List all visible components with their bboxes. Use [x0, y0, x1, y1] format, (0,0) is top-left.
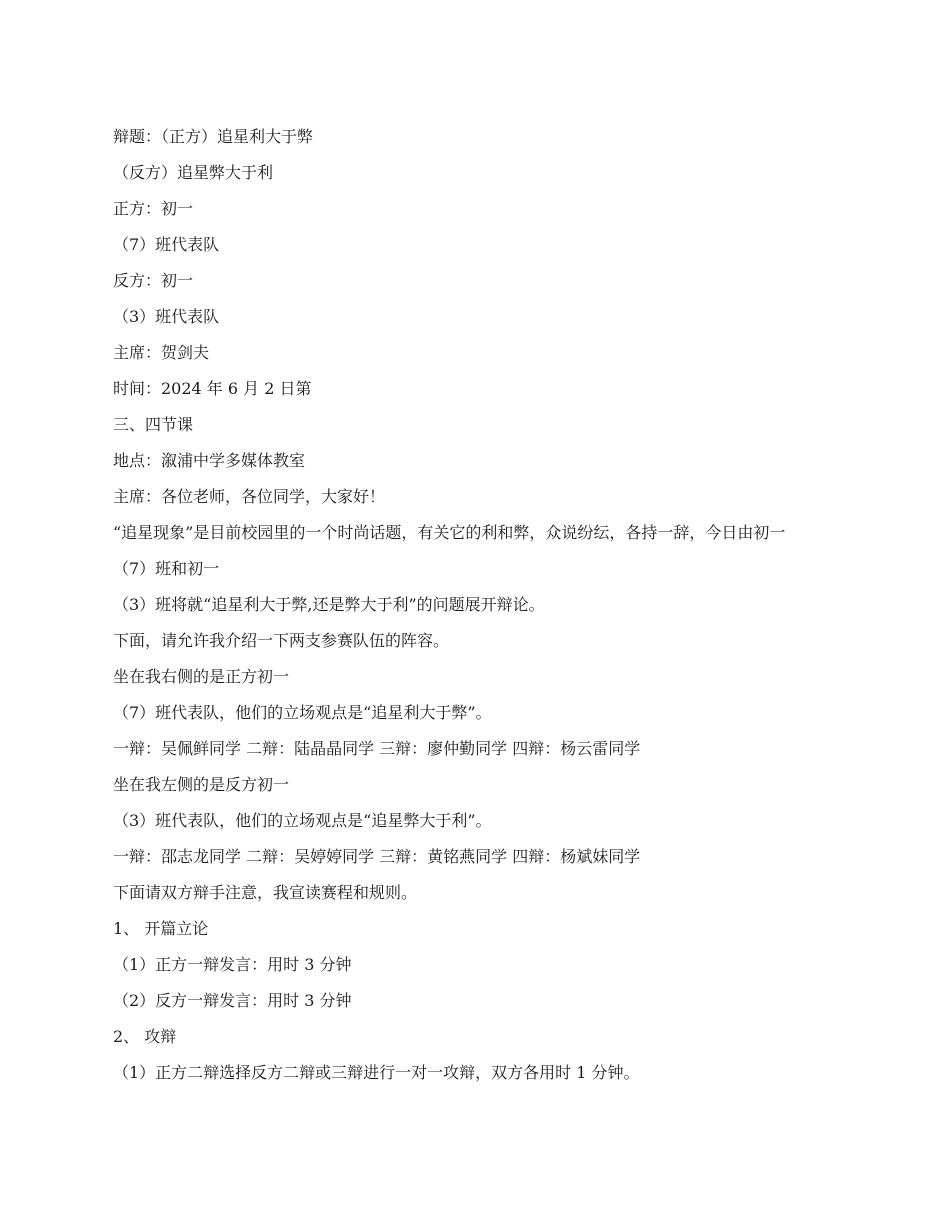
negative-team: （3）班代表队: [113, 307, 220, 326]
debate-location: 地点：溆浦中学多媒体教室: [113, 451, 306, 470]
chair-greeting: 主席：各位老师，各位同学，大家好！: [113, 487, 386, 506]
document-body: [113, 127, 838, 1099]
debate-time: 时间：2024 年 6 月 2 日第: [113, 379, 312, 398]
negative-side-label: 反方：初一: [113, 271, 194, 290]
affirmative-side-label: 正方：初一: [113, 199, 194, 218]
debate-topic-negative: （反方）追星弊大于利: [113, 163, 274, 182]
chair-name: 主席：贺剑夫: [113, 343, 210, 362]
cross-examination-rule-1: （1）正方二辩选择反方二辩或三辩进行一对一攻辩，双方各用时 1 分钟。: [113, 1063, 640, 1082]
left-side-intro: 坐在我左侧的是反方初一: [113, 775, 290, 794]
negative-position: （3）班代表队，他们的立场观点是“追星弊大于利”。: [113, 811, 492, 830]
affirmative-debaters: 一辩：吴佩鲜同学 二辩：陆晶晶同学 三辩：廖仲勤同学 四辩：杨云雷同学: [113, 739, 641, 758]
section-cross-examination: 2、 攻辩: [113, 1027, 177, 1046]
debate-topic-affirmative: 辩题：（正方）追星利大于弊: [113, 127, 314, 146]
section-opening-statements: 1、 开篇立论: [113, 919, 209, 938]
affirmative-team: （7）班代表队: [113, 235, 220, 254]
intro-classes: （7）班和初一: [113, 559, 220, 578]
opening-affirmative: （1）正方一辩发言：用时 3 分钟: [113, 955, 352, 974]
intro-paragraph: “追星现象”是目前校园里的一个时尚话题，有关它的利和弊，众说纷纭，各持一辞，今日由初一: [113, 523, 786, 542]
affirmative-position: （7）班代表队，他们的立场观点是“追星利大于弊”。: [113, 703, 492, 722]
debate-period: 三、四节课: [113, 415, 194, 434]
rules-intro: 下面请双方辩手注意，我宣读赛程和规则。: [113, 883, 418, 902]
negative-debaters: 一辩：邵志龙同学 二辩：吴婷婷同学 三辩：黄铭燕同学 四辩：杨斌妹同学: [113, 847, 641, 866]
right-side-intro: 坐在我右侧的是正方初一: [113, 667, 290, 686]
team-intro-lead: 下面，请允许我介绍一下两支参赛队伍的阵容。: [113, 631, 450, 650]
opening-negative: （2）反方一辩发言：用时 3 分钟: [113, 991, 352, 1010]
intro-topic: （3）班将就“追星利大于弊,还是弊大于利”的问题展开辩论。: [113, 595, 545, 614]
